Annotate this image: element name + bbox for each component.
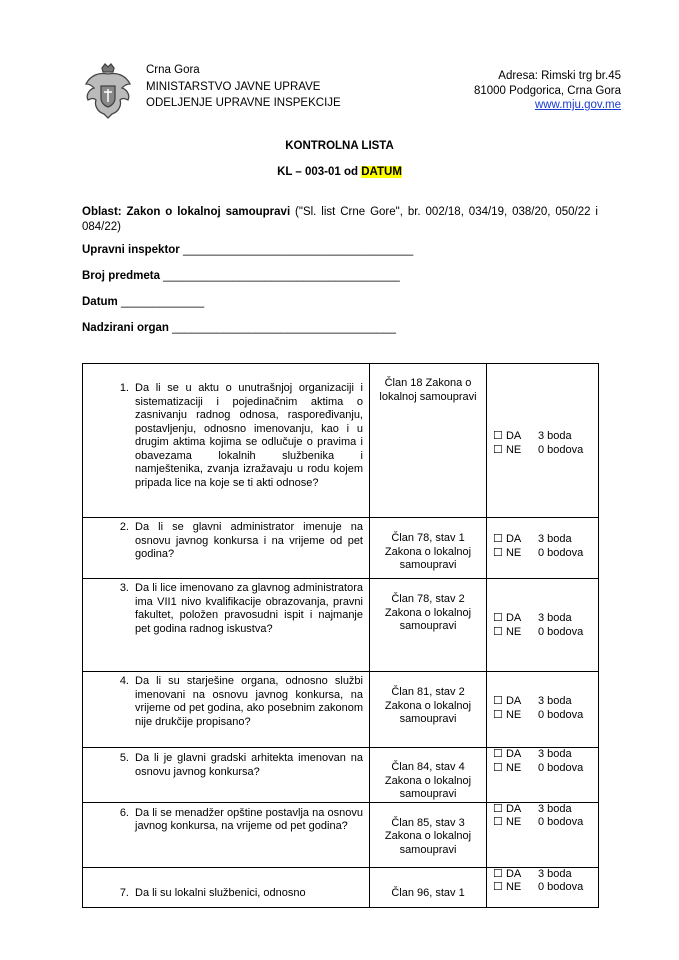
yes-checkbox[interactable]: ☐ DA xyxy=(493,695,522,707)
address-city: 81000 Podgorica, Crna Gora xyxy=(473,84,621,97)
table-row: 3. Da li lice imenovano za glavnog administratora ima VII1 nivo kvalifikacije obrazovanja, pravni fakultet, položen pravosudni ispit i najmanje pet godina radnog iskustva? Član 78, stav 2 Zakona o lokalnoj samoupravi ☐ DA 3 boda ☐ NE 0 bodova xyxy=(83,579,599,672)
scope-text: ("Sl. list Crne Gore", br. 002/18, 034/19, 038/20, 050/22 i 084/22) xyxy=(82,206,598,233)
ministry-name: MINISTARSTVO JAVNE UPRAVE xyxy=(146,80,321,93)
table-row: 7. Da li su lokalni službenici, odnosno Član 96, stav 1 ☐ DA 3 boda ☐ NE 0 bodova xyxy=(83,867,599,907)
field-date-input[interactable]: _____________ xyxy=(120,296,205,308)
montenegro-crest-logo xyxy=(80,62,136,122)
checklist-table xyxy=(82,363,599,908)
address-street: Adresa: Rimski trg br.45 xyxy=(498,70,621,82)
website-link[interactable]: www.mju.gov.me xyxy=(534,99,621,111)
no-checkbox[interactable]: ☐ NE xyxy=(493,816,522,828)
table-row: 4. Da li su starješine organa, odnosno službi imenovani na osnovu javnog konkursa, na vrijeme od pet godina, ako posebnim zakonom nije drukčije propisano? Član 81, stav 2 Zakona o lokalnoj samoupravi ☐ DA 3 boda ☐ NE 0 bodova xyxy=(83,672,599,748)
law-reference: Član 85, stav 3 Zakona o lokalnoj samoupravi xyxy=(384,816,472,856)
subtitle-code: KL – 003-01 od xyxy=(277,166,362,178)
question-text: Da li su lokalni službenici, odnosno xyxy=(135,886,306,899)
scope-paragraph xyxy=(82,205,598,234)
field-case-number: Broj predmeta _____________________________________ xyxy=(82,270,400,282)
question-text: Da li se u aktu o unutrašnjoj organizaciji i sistematizaciji i pojedinačnim aktima o zasnivanju radnog odnosa, raspoređivanju, postavljenju, odnosno imenovanju, kao i u drugim aktima kojima se odlučuje o pravima i obavezama lokalnih službenika i namještenika, zvanja izražavaju u rodu kojem pripada lice na koje se ti akti odnose? xyxy=(135,382,363,489)
no-checkbox[interactable]: ☐ NE xyxy=(493,881,522,893)
law-reference: Član 18 Zakona o lokalnoj samoupravi xyxy=(379,377,477,403)
yes-checkbox[interactable]: ☐ DA xyxy=(493,533,522,545)
address-block xyxy=(474,69,621,113)
yes-checkbox[interactable]: ☐ DA xyxy=(493,748,522,760)
yes-checkbox[interactable]: ☐ DA xyxy=(493,430,522,442)
no-checkbox[interactable]: ☐ NE xyxy=(493,708,522,721)
question-text: Da li lice imenovano za glavnog administratora ima VII1 nivo kvalifikacije obrazovanja, pravni fakultet, položen pravosudni ispit i najmanje pet godina radnog iskustva? xyxy=(135,582,363,635)
law-reference: Član 84, stav 4 Zakona o lokalnoj samoupravi xyxy=(384,761,472,800)
yes-checkbox[interactable]: ☐ DA xyxy=(493,867,522,880)
field-inspector-input[interactable]: ____________________________________ xyxy=(182,244,414,256)
law-reference: Član 81, stav 2 Zakona o lokalnoj samoupravi xyxy=(384,686,472,725)
department-name: ODELJENJE UPRAVNE INSPEKCIJE xyxy=(146,97,341,109)
law-reference: Član 78, stav 1 Zakona o lokalnoj samoupravi xyxy=(384,532,472,571)
field-inspector: Upravni inspektor ____________________________________ xyxy=(82,244,414,256)
question-text: Da li su starješine organa, odnosno službi imenovani na osnovu javnog konkursa, na vrijeme od pet godina, ako posebnim zakonom nije drukčije propisano? xyxy=(135,675,363,728)
scope-label: Oblast: Zakon o lokalnoj samoupravi xyxy=(82,206,291,218)
table-row: 2. Da li se glavni administrator imenuje na osnovu javnog konkursa i na vrijeme od pet godina? Član 78, stav 1 Zakona o lokalnoj samoupravi ☐ DA 3 boda ☐ NE 0 bodova xyxy=(83,518,599,579)
subtitle-date-placeholder: DATUM xyxy=(361,166,402,178)
question-text: Da li je glavni gradski arhitekta imenovan na osnovu javnog konkursa? xyxy=(135,752,363,778)
table-row: 5. Da li je glavni gradski arhitekta imenovan na osnovu javnog konkursa? Član 84, stav 4 Zakona o lokalnoj samoupravi ☐ DA 3 boda ☐ NE 0 bodova xyxy=(83,748,599,803)
field-case-number-input[interactable]: _____________________________________ xyxy=(163,270,400,282)
law-reference: Član 96, stav 1 xyxy=(391,886,465,899)
field-supervised-body-input[interactable]: ___________________________________ xyxy=(172,322,396,334)
no-checkbox[interactable]: ☐ NE xyxy=(493,546,522,559)
organization-block xyxy=(146,62,341,112)
no-checkbox[interactable]: ☐ NE xyxy=(493,761,522,774)
yes-checkbox[interactable]: ☐ DA xyxy=(493,802,522,815)
table-row: 6. Da li se menadžer opštine postavlja na osnovu javnog konkursa, na vrijeme od pet godina? Član 85, stav 3 Zakona o lokalnoj samoupravi ☐ DA 3 boda ☐ NE 0 bodova xyxy=(83,802,599,867)
table-row: 1. Da li se u aktu o unutrašnjoj organizaciji i sistematizaciji i pojedinačnim aktima o zasnivanju radnog odnosa, raspoređivanju, postavljenju, odnosno imenovanju, kao i u drugim aktima kojima se odlučuje o pravima i obavezama lokalnih službenika i namještenika, zvanja izražavaju u rodu kojem pripada lice na koje se ti akti odnose? Član 18 Zakona o lokalnoj samoupravi ☐ DA 3 boda ☐ NE 0 bodova xyxy=(83,364,599,518)
document-subtitle xyxy=(0,166,679,178)
field-date: Datum _____________ xyxy=(82,296,205,308)
no-checkbox[interactable]: ☐ NE xyxy=(493,625,522,638)
country-name: Crna Gora xyxy=(146,64,200,76)
field-supervised-body: Nadzirani organ ___________________________________ xyxy=(82,322,396,334)
no-checkbox[interactable]: ☐ NE xyxy=(493,443,522,456)
question-text: Da li se glavni administrator imenuje na osnovu javnog konkursa i na vrijeme od pet godina? xyxy=(135,521,363,560)
yes-checkbox[interactable]: ☐ DA xyxy=(493,612,522,624)
law-reference: Član 78, stav 2 Zakona o lokalnoj samoupravi xyxy=(384,593,472,632)
document-title: KONTROLNA LISTA xyxy=(285,140,394,152)
question-text: Da li se menadžer opštine postavlja na osnovu javnog konkursa, na vrijeme od pet godina? xyxy=(135,806,363,832)
